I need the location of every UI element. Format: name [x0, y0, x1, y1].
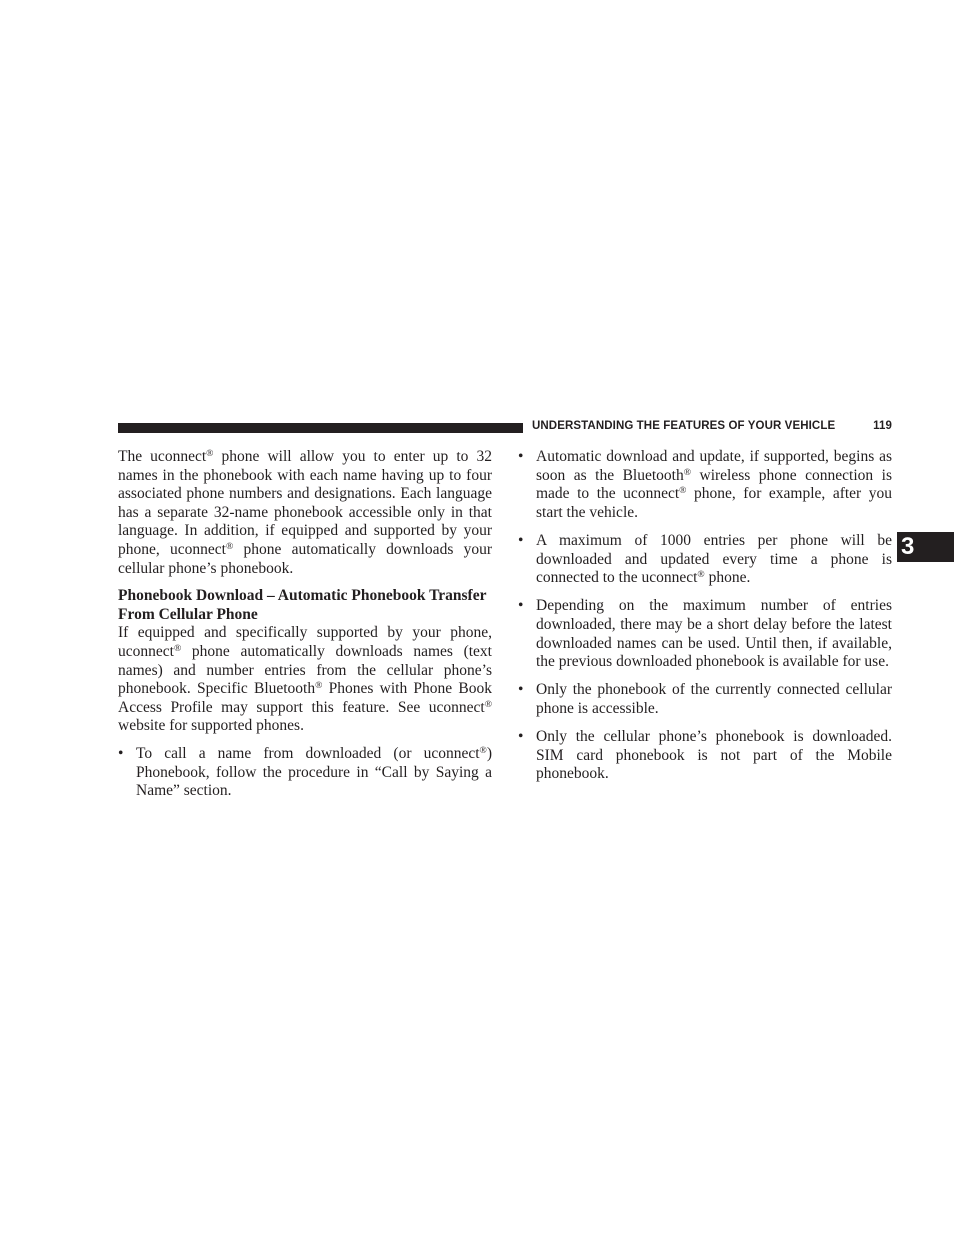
text-run: To call a name from downloaded (or uconnect [136, 744, 480, 762]
list-item [518, 448, 892, 522]
text-run: website for supported phones. [118, 717, 304, 735]
right-column [518, 448, 892, 793]
left-column [118, 448, 492, 810]
registered-mark: ® [679, 485, 687, 497]
registered-mark: ® [484, 698, 492, 710]
list-item: • Only the cellular phone’s phonebook is downloaded. SIM card phonebook is not part of the Mobile phonebook. [518, 728, 892, 784]
text-run: If equipped and specifically supported by your phone, uconnect [118, 624, 492, 660]
header-rule [118, 423, 523, 433]
text-run: ) Phonebook, follow the procedure in “Call by Saying a Name” section. [136, 744, 492, 800]
text-run: phone will allow you to enter up to 32 names in the phonebook with each name having up to four associated phone numbers and designations. Each language has a separate 32-name phonebook accessible only in that language. In addition, if equipped and supported by your phone, uconnect [118, 448, 492, 558]
running-title: UNDERSTANDING THE FEATURES OF YOUR VEHICLE [532, 420, 836, 432]
text-run: phone automatically downloads names (text names) and number entries from the cellular phone’s phonebook. Specific Bluetooth [118, 642, 492, 698]
page-number: 119 [873, 420, 892, 432]
bullet-list [118, 745, 492, 801]
registered-mark: ® [173, 643, 182, 655]
text-run: Phones with Phone Book Access Profile may support this feature. See uconnect [118, 680, 492, 716]
registered-mark: ® [479, 745, 487, 757]
registered-mark: ® [315, 680, 323, 692]
text-run: wireless phone connection is made to the uconnect [536, 466, 892, 503]
intro-paragraph [118, 448, 492, 578]
list-item [518, 532, 892, 588]
text-run: phone. [704, 569, 751, 587]
bullet-list [518, 448, 892, 784]
text-run: The uconnect [118, 448, 207, 465]
list-item: • Depending on the maximum number of entries downloaded, there may be a short delay before the latest downloaded names can be used. Until then, if available, the previous downloaded phonebook is available for use. [518, 597, 892, 671]
list-item: • Only the phonebook of the currently connected cellular phone is accessible. [518, 681, 892, 718]
text-run: phone, for example, after you start the vehicle. [536, 485, 892, 521]
registered-mark: ® [683, 466, 692, 478]
section-heading: Phonebook Download – Automatic Phonebook Transfer From Cellular Phone [118, 587, 487, 623]
registered-mark: ® [697, 569, 705, 581]
text-run: Automatic download and update, if supported, begins as soon as the Bluetooth [536, 448, 892, 484]
list-item [118, 745, 492, 801]
text-run: phone automatically downloads your cellular phone’s phonebook. [118, 540, 492, 577]
registered-mark: ® [206, 448, 214, 460]
text-run: A maximum of 1000 entries per phone will be downloaded and updated every time a phone is connected to the uconnect [536, 531, 892, 587]
registered-mark: ® [225, 541, 234, 553]
body-paragraph [118, 624, 492, 736]
chapter-tab: 3 [897, 532, 954, 562]
running-header [532, 420, 892, 432]
